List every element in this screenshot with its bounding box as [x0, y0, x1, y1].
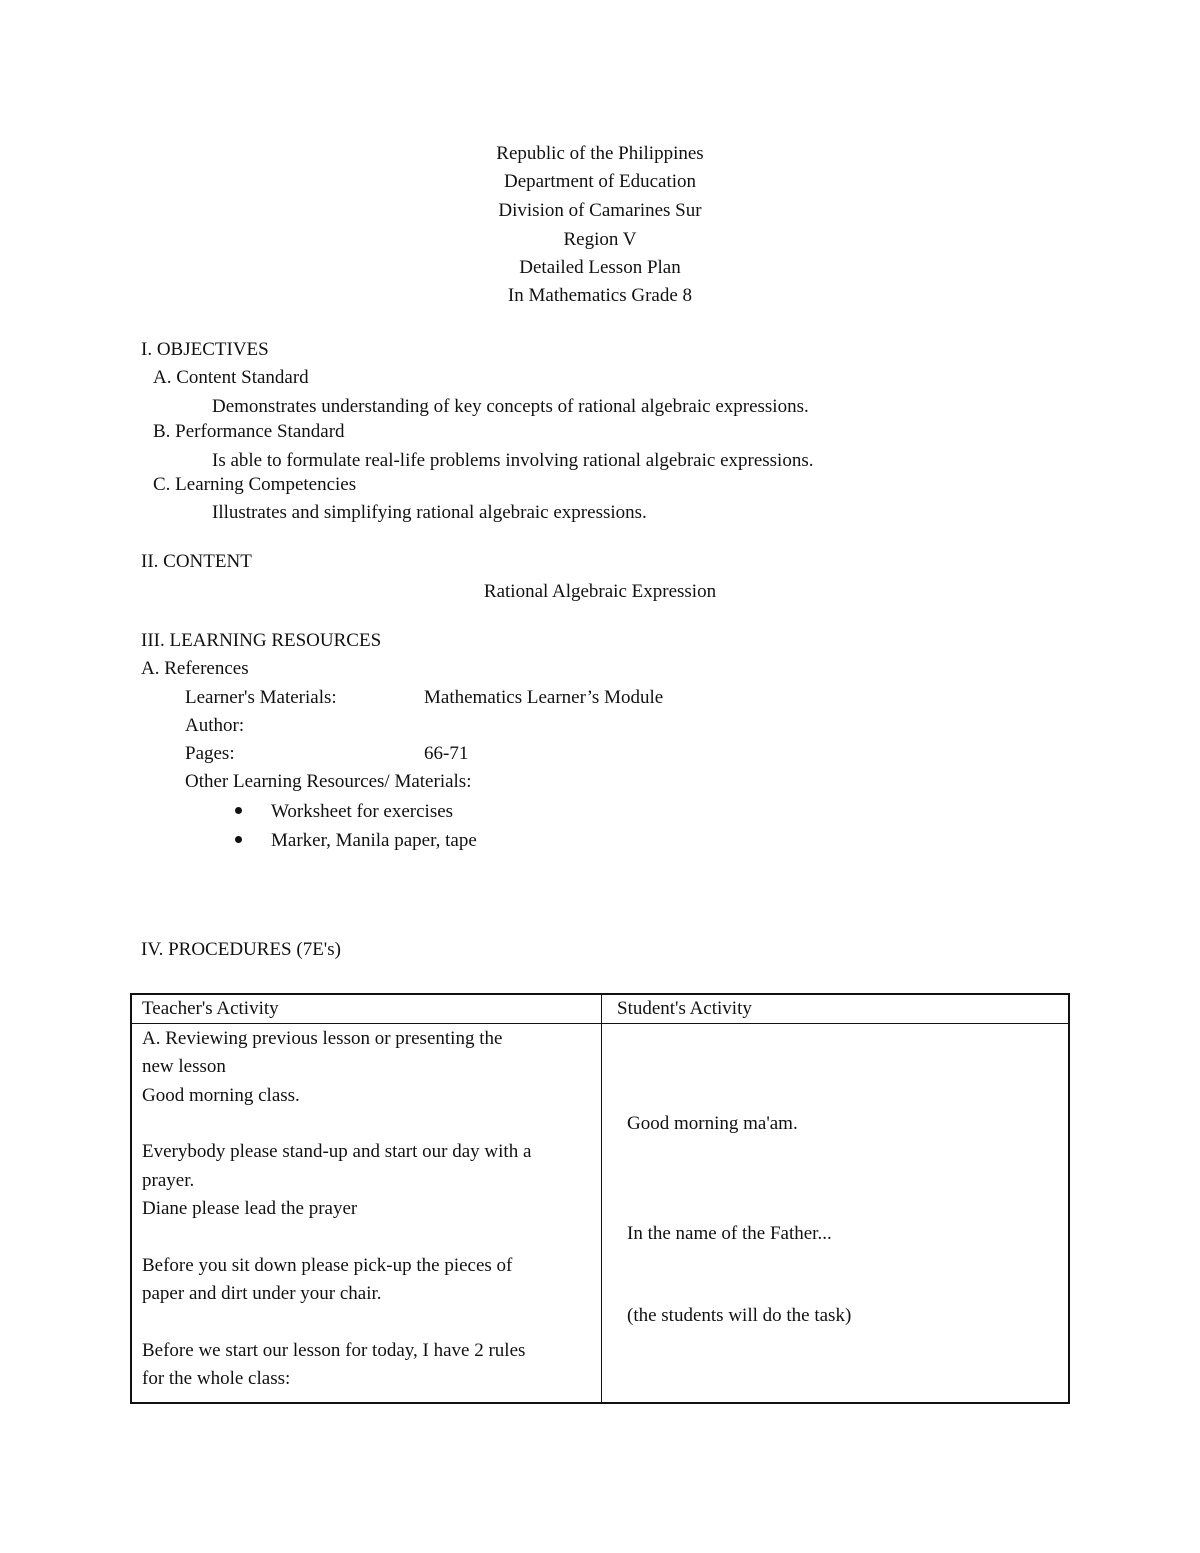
table-header-student: Student's Activity [617, 998, 752, 1019]
author-label: Author: [185, 715, 245, 736]
resources-heading: III. LEARNING RESOURCES [141, 630, 382, 651]
table-header-teacher: Teacher's Activity [142, 998, 279, 1019]
teacher-line: new lesson [142, 1056, 226, 1077]
performance-standard-label: B. Performance Standard [153, 421, 345, 442]
content-standard-text: Demonstrates understanding of key concepts of rational algebraic expressions. [212, 396, 809, 417]
header-subject: In Mathematics Grade 8 [507, 285, 693, 306]
student-line: Good morning ma'am. [627, 1113, 798, 1134]
bullet-icon [235, 836, 242, 843]
pages-value: 66-71 [424, 743, 469, 764]
teacher-line: Diane please lead the prayer [142, 1198, 358, 1219]
student-line: In the name of the Father... [627, 1223, 832, 1244]
header-republic: Republic of the Philippines [496, 143, 704, 164]
learning-competencies-label: C. Learning Competencies [153, 474, 357, 495]
teacher-line: A. Reviewing previous lesson or presenting the [142, 1028, 503, 1049]
objectives-heading: I. OBJECTIVES [141, 339, 269, 360]
content-topic: Rational Algebraic Expression [483, 581, 717, 602]
references-label: A. References [141, 658, 249, 679]
header-region: Region V [563, 229, 637, 250]
pages-label: Pages: [185, 743, 235, 764]
teacher-line: for the whole class: [142, 1368, 291, 1389]
teacher-line: Before we start our lesson for today, I have 2 rules [142, 1340, 526, 1361]
other-resources-label: Other Learning Resources/ Materials: [185, 771, 472, 792]
list-item: Marker, Manila paper, tape [271, 830, 477, 851]
learning-competencies-text: Illustrates and simplifying rational algebraic expressions. [212, 502, 647, 523]
bullet-icon [235, 807, 242, 814]
content-heading: II. CONTENT [141, 551, 252, 572]
teacher-line: paper and dirt under your chair. [142, 1283, 382, 1304]
procedures-table [130, 993, 1070, 1404]
list-item: Worksheet for exercises [271, 801, 454, 822]
procedures-heading: IV. PROCEDURES (7E's) [141, 939, 341, 960]
content-standard-label: A. Content Standard [153, 367, 309, 388]
learners-materials-label: Learner's Materials: [185, 687, 337, 708]
table-column-divider [601, 995, 602, 1402]
performance-standard-text: Is able to formulate real-life problems involving rational algebraic expressions. [212, 450, 814, 471]
teacher-line: Before you sit down please pick-up the pieces of [142, 1255, 513, 1276]
teacher-line: prayer. [142, 1170, 195, 1191]
teacher-line: Everybody please stand-up and start our day with a [142, 1141, 532, 1162]
header-division: Division of Camarines Sur [498, 200, 702, 221]
learners-materials-value: Mathematics Learner’s Module [424, 687, 664, 708]
table-header-divider [132, 1023, 1068, 1024]
header-doc-title: Detailed Lesson Plan [519, 257, 681, 278]
teacher-line: Good morning class. [142, 1085, 300, 1106]
header-department: Department of Education [503, 171, 697, 192]
student-line: (the students will do the task) [627, 1305, 852, 1326]
